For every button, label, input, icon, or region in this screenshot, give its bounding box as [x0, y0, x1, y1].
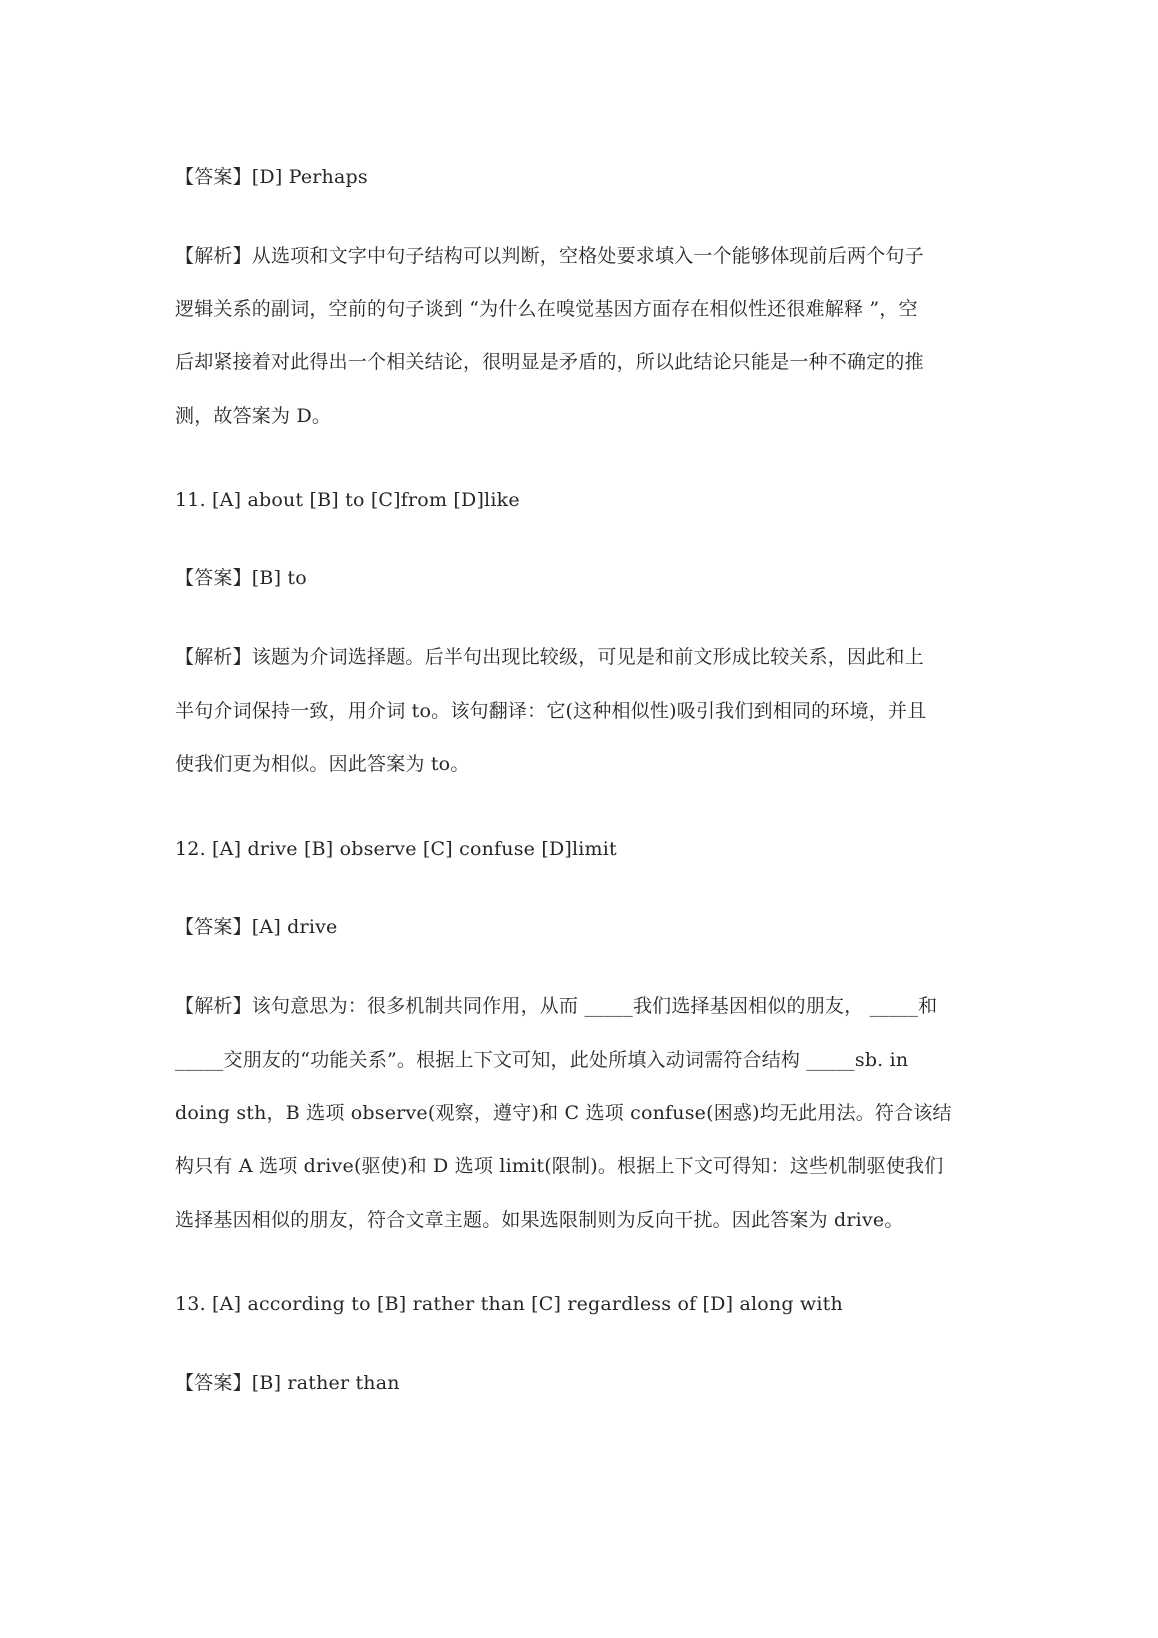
analysis-line-11-1: 【解析】该题为介词选择题。后半句出现比较级，可见是和前文形成比较关系，因此和上 [175, 646, 924, 668]
question-13: 13. [A] according to [B] rather than [C] regardless of [D] along with [175, 1293, 843, 1315]
answer-line-13: 【答案】[B] rather than [175, 1372, 400, 1394]
analysis-line-10-1: 【解析】从选项和文字中句子结构可以判断，空格处要求填入一个能够体现前后两个句子 [175, 245, 924, 267]
answer-line-10: 【答案】[D] Perhaps [175, 166, 368, 188]
analysis-line-12-2: _____交朋友的“功能关系”。根据上下文可知，此处所填入动词需符合结构 _____sb. in [175, 1049, 909, 1071]
analysis-line-10-2: 逻辑关系的副词，空前的句子谈到 “为什么在嗅觉基因方面存在相似性还很难解释 ”，空 [175, 298, 918, 320]
question-11: 11. [A] about [B] to [C]from [D]like [175, 489, 520, 511]
analysis-line-12-1: 【解析】该句意思为：很多机制共同作用，从而 _____我们选择基因相似的朋友， _____和 [175, 995, 938, 1017]
answer-line-12: 【答案】[A] drive [175, 916, 338, 938]
question-12: 12. [A] drive [B] observe [C] confuse [D]limit [175, 838, 617, 860]
answer-line-11: 【答案】[B] to [175, 567, 307, 589]
analysis-line-11-2: 半句介词保持一致，用介词 to。该句翻译：它(这种相似性)吸引我们到相同的环境，并且 [175, 700, 927, 722]
analysis-line-12-4: 构只有 A 选项 drive(驱使)和 D 选项 limit(限制)。根据上下文可得知：这些机制驱使我们 [175, 1155, 944, 1177]
analysis-line-10-4: 测，故答案为 D。 [175, 405, 332, 427]
analysis-line-12-5: 选择基因相似的朋友，符合文章主题。如果选限制则为反向干扰。因此答案为 drive。 [175, 1209, 904, 1231]
analysis-line-11-3: 使我们更为相似。因此答案为 to。 [175, 753, 470, 775]
analysis-line-12-3: doing sth，B 选项 observe(观察，遵守)和 C 选项 confuse(困惑)均无此用法。符合该结 [175, 1102, 952, 1124]
analysis-line-10-3: 后却紧接着对此得出一个相关结论，很明显是矛盾的，所以此结论只能是一种不确定的推 [175, 351, 924, 373]
